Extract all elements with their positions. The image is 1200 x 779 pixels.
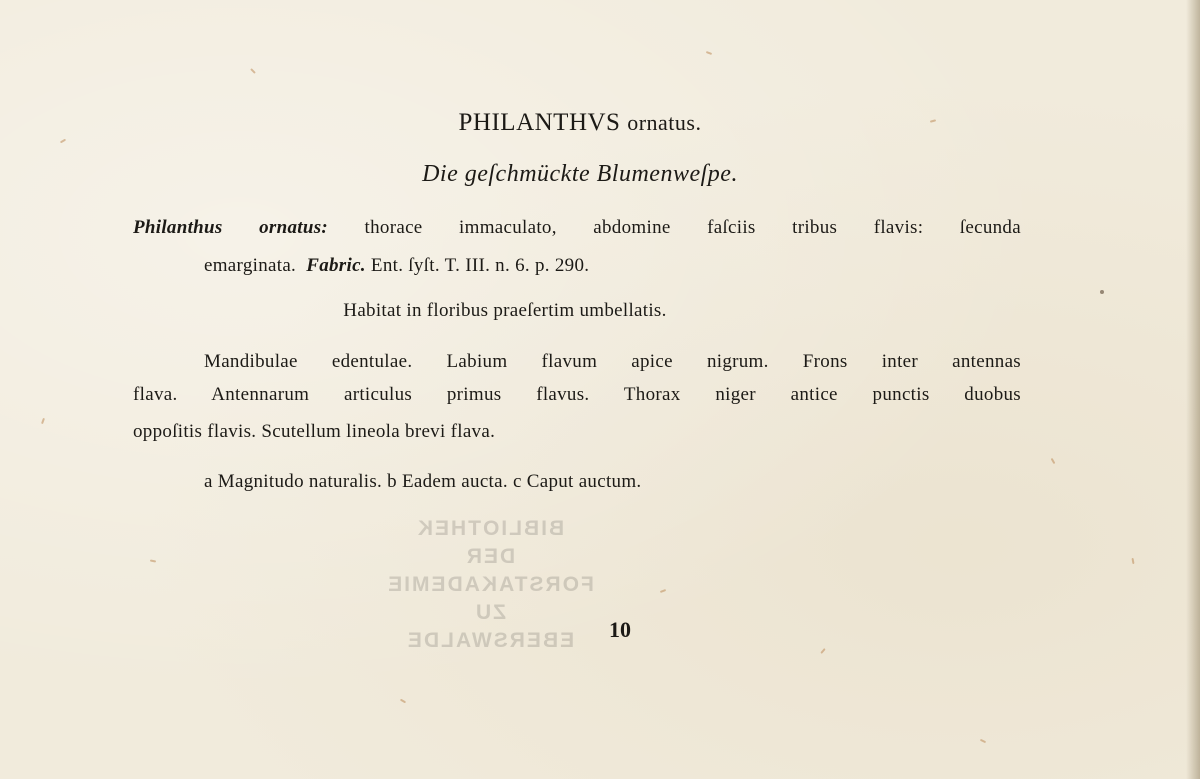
title-genus: PHILANTHVS (458, 109, 621, 136)
stamp-line: BIBLIOTHEK (415, 517, 565, 540)
page-title (0, 110, 1160, 135)
stamp-line: ZU (474, 601, 506, 624)
morphology-line-1: Mandibulae edentulae. Labium flavum apice nigrum. Frons inter antennas (204, 351, 1021, 372)
reference-author: Fabric. (306, 255, 366, 276)
page-edge (1186, 0, 1200, 779)
title-species: ornatus. (627, 110, 702, 135)
morphology-line-2: flava. Antennarum articulus primus flavus. Thorax niger antice punctis duobus (133, 384, 1021, 405)
figure-legend: a Magnitudo naturalis. b Eadem aucta. c Caput auctum. (204, 471, 642, 492)
page-number: 10 (609, 617, 631, 642)
reference-citation: Ent. ſyſt. T. III. n. 6. p. 290. (370, 255, 590, 276)
morphology-line-3: oppoſitis flavis. Scutellum lineola brevi flava. (133, 421, 496, 442)
species-name: Philanthus ornatus: (133, 217, 329, 238)
description-line-2 (204, 256, 589, 275)
stamp-line: FORSTAKADEMIE (386, 573, 594, 596)
description-line-1 (133, 218, 1021, 237)
page-subtitle: Die geſchmückte Blumenweſpe. (422, 161, 738, 187)
stamp-line: EBERSWALDE (405, 629, 575, 652)
description-text: thorace immaculato, abdomine faſciis tribus flavis: ſecunda (364, 217, 1021, 238)
description-text-end: emarginata. (204, 255, 297, 276)
stamp-line: DER (464, 545, 516, 568)
habitat-line: Habitat in floribus praeſertim umbellatis. (343, 300, 667, 321)
paper-fleck (1100, 290, 1104, 294)
